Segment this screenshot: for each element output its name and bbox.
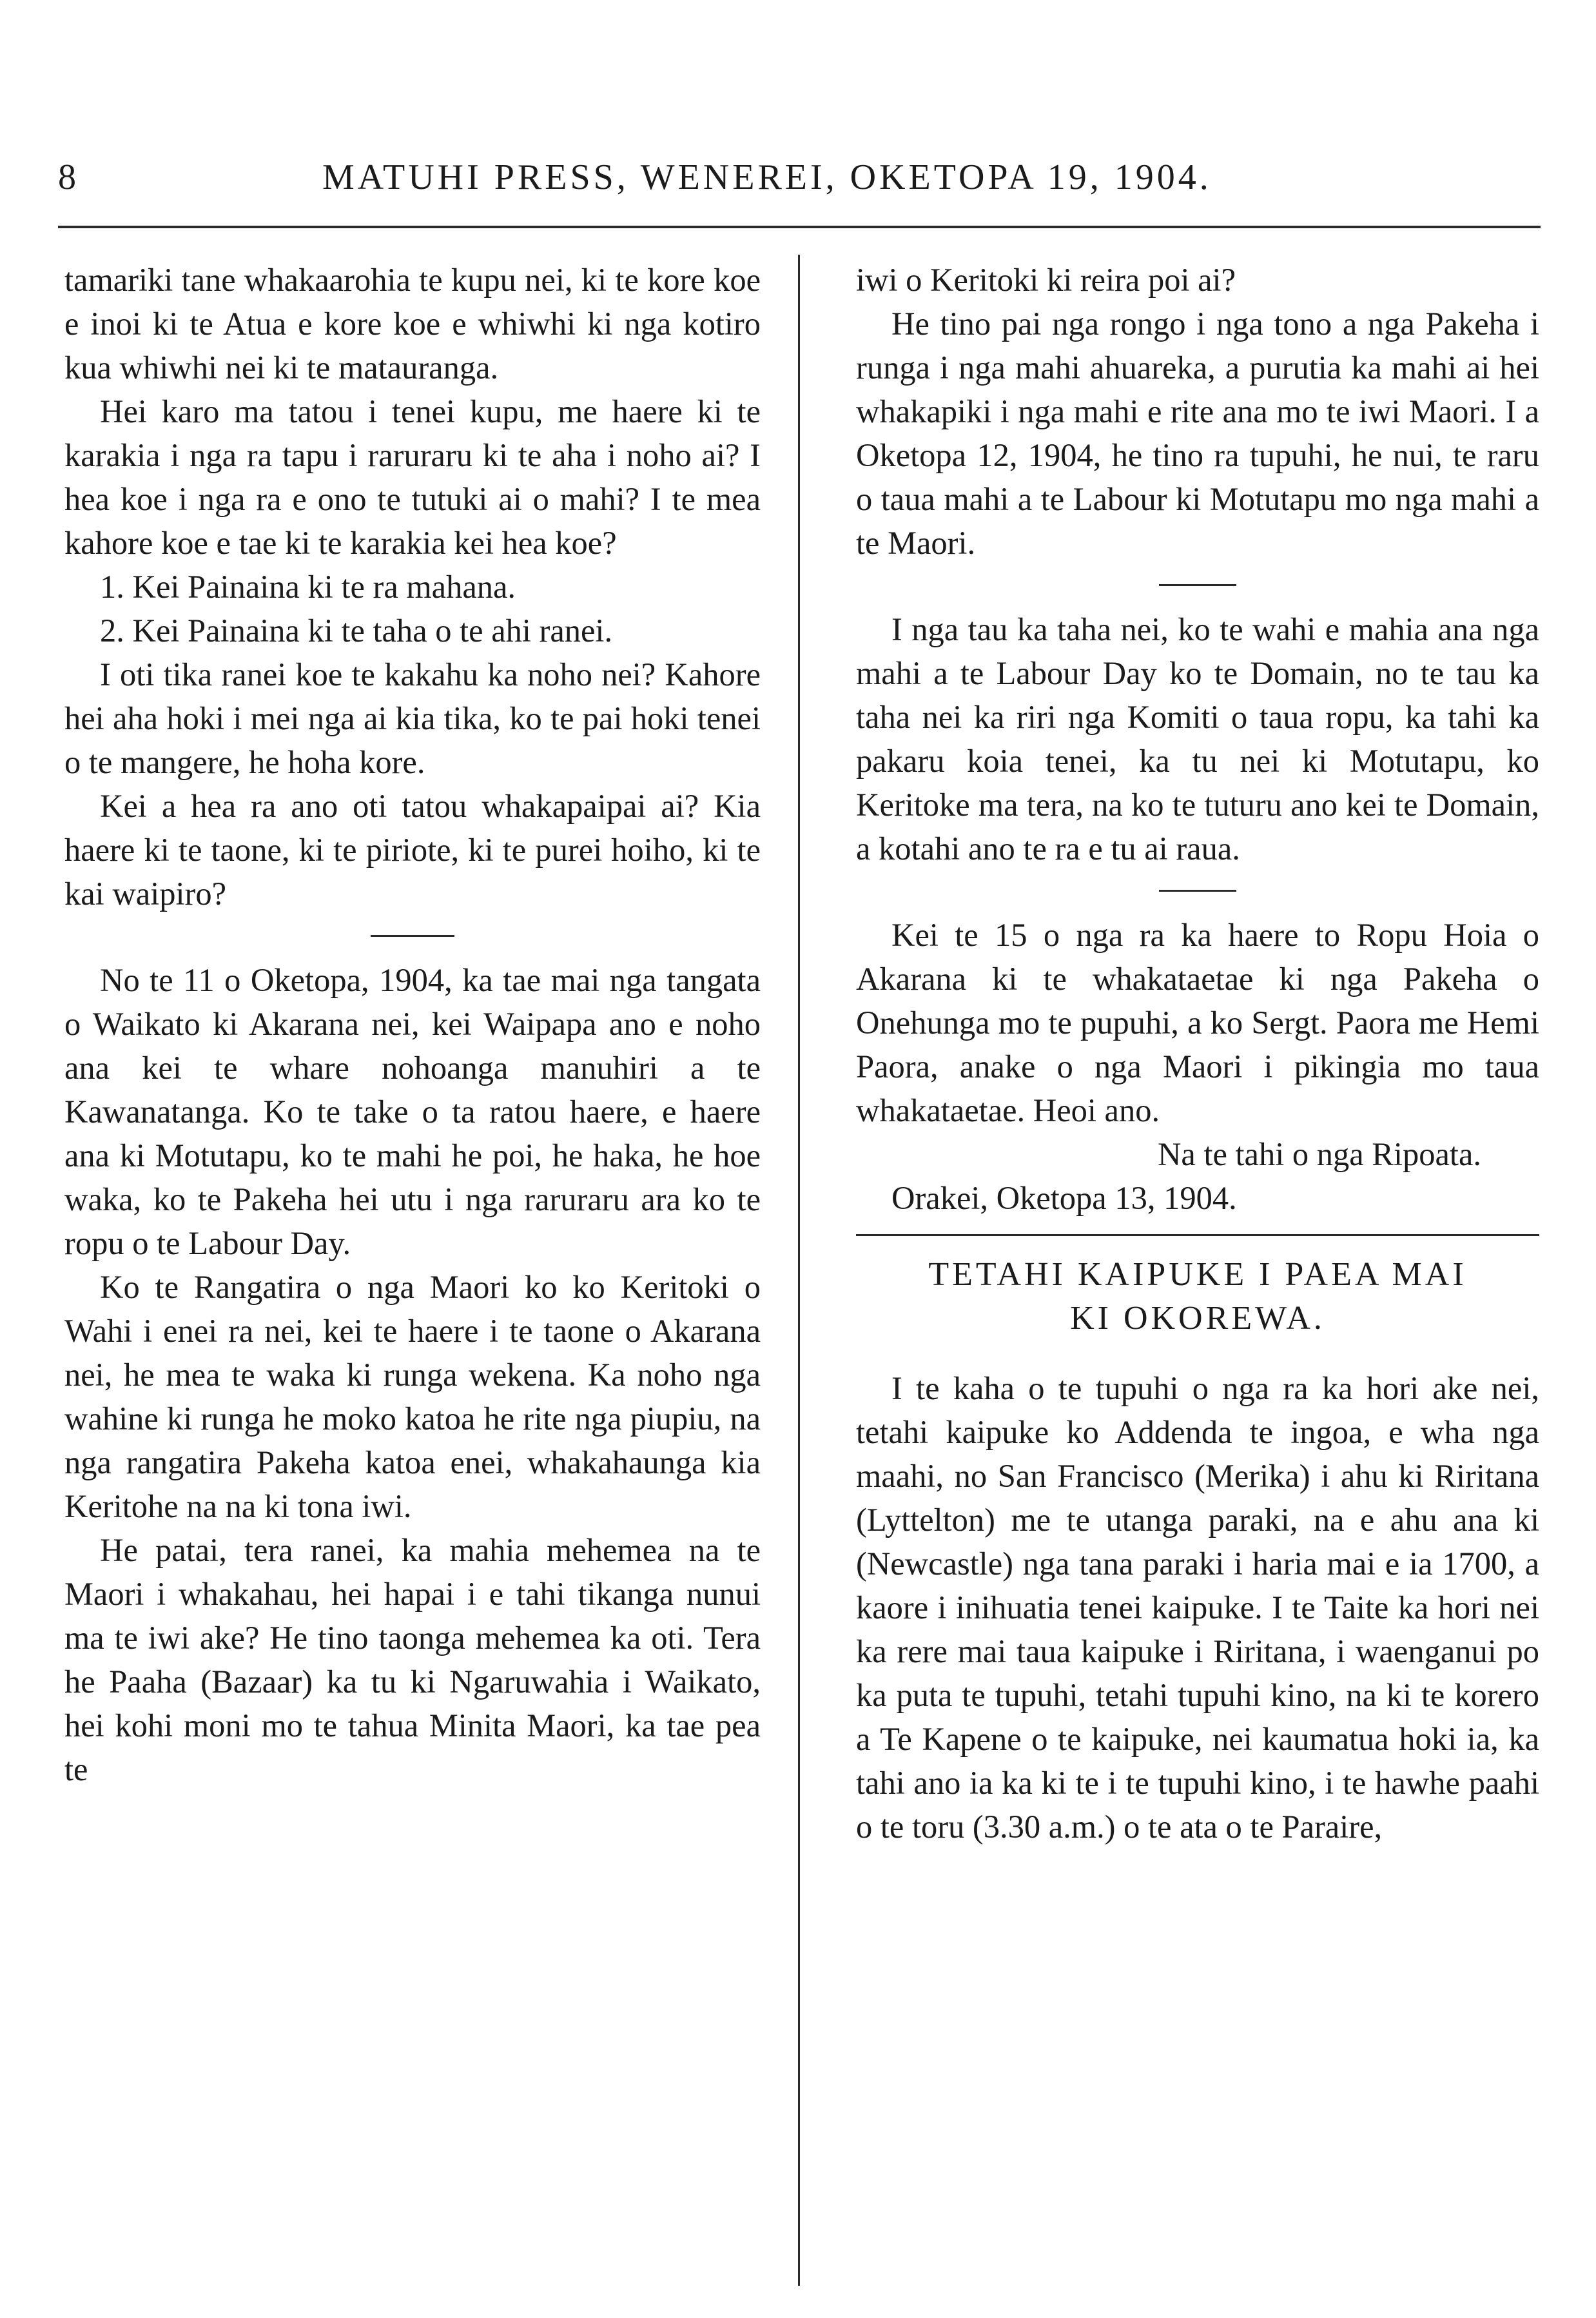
paragraph: tamariki tane whakaarohia te kupu nei, ki te kore koe e inoi ki te Atua e kore koe e whiwhi ki nga kotiro kua whiwhi nei ki te matauranga. <box>64 262 761 386</box>
masthead-title: MATUHI PRESS, WENEREI, OKETOPA 19, 1904. <box>322 157 1212 197</box>
page-header <box>58 152 1541 203</box>
paragraph: I oti tika ranei koe te kakahu ka noho nei? Kahore hei aha hoki i mei nga ai kia tika, ko te pai hoki tenei o te mangere, he hoha kore. <box>64 656 761 780</box>
column-divider <box>798 255 800 2286</box>
byline-signature: Na te tahi o nga Ripoata. <box>1157 1136 1481 1172</box>
paragraph: I te kaha o te tupuhi o nga ra ka hori ake nei, tetahi kaipuke ko Addenda te ingoa, e wha nga maahi, no San Francisco (Merika) i ahu ki Riritana (Lyttelton) me te utanga paraki, na e ahu ana ki (Newcastle) nga tana paraki i haria mai e ia 1700, a kaore i inihuatia tenei kaipuke. I te Taite ka hori nei ka rere mai taua kaipuke i Riritana, i waenganui po ka puta te tupuhi, tetahi tupuhi kino, na ki te korero a Te Kapene o te kaipuke, nei kaumatua hoki ia, ka tahi ano ia ka ki te i te tupuhi kino, i te hawhe paahi o te toru (3.30 a.m.) o te ata o te Paraire, <box>856 1370 1539 1845</box>
paragraph: No te 11 o Oketopa, 1904, ka tae mai nga tangata o Waikato ki Akarana nei, kei Waipapa ano e noho ana kei te whare nohoanga manuhiri a te Kawanatanga. Ko te take o ta ratou haere, e haere ana ki Motutapu, ko te mahi he poi, he haka, he hoe waka, ko te Pakeha hei utu i nga raruraru ara ko te ropu o te Labour Day. <box>64 962 761 1261</box>
list-item: 2. Kei Painaina ki te taha o te ahi ranei. <box>100 613 613 649</box>
dateline: Orakei, Oketopa 13, 1904. <box>891 1180 1237 1216</box>
page-number: 8 <box>58 157 76 197</box>
paragraph: iwi o Keritoki ki reira poi ai? <box>856 262 1236 298</box>
paragraph: I nga tau ka taha nei, ko te wahi e mahia ana nga mahi a te Labour Day ko te Domain, no te tau ka taha nei ka riri nga Komiti o taua ropu, ka tahi ka pakaru koia tenei, ka tu nei ki Motutapu, ko Keritoke ma tera, na ko te tuturu ano kei te Domain, a kotahi ano te ra e tu ai raua. <box>856 611 1539 867</box>
headline-line: KI OKOREWA. <box>1070 1300 1325 1337</box>
article-rule <box>856 1234 1539 1236</box>
left-column <box>64 258 761 1791</box>
paragraph: Hei karo ma tatou i tenei kupu, me haere ki te karakia i nga ra tapu i raruraru ki te aha i noho ai? I hea koe i nga ra e ono te tutuki ai o mahi? I te mea kahore koe e tae ki te karakia kei hea koe? <box>64 393 761 561</box>
article-headline <box>856 1253 1539 1341</box>
right-column <box>856 258 1539 1849</box>
paragraph: He tino pai nga rongo i nga tono a nga Pakeha i runga i nga mahi ahuareka, a purutia ka mahi ai hei whakapiki i nga mahi e rite ana mo te iwi Maori. I a Oketopa 12, 1904, he tino ra tupuhi, he nui, te raru o taua mahi a te Labour ki Motutapu mo nga mahi a te Maori. <box>856 306 1539 561</box>
list-item: 1. Kei Painaina ki te ra mahana. <box>100 569 516 605</box>
paragraph: Ko te Rangatira o nga Maori ko ko Keritoki o Wahi i enei ra nei, kei te haere i te taone o Akarana nei, he mea te waka ki runga wekena. Ka noho nga wahine ki runga he moko katoa he rite nga piupiu, na nga rangatira Pakeha katoa enei, whakahaunga kia Keritohe na na ki tona iwi. <box>64 1269 761 1524</box>
paragraph: Kei te 15 o nga ra ka haere to Ropu Hoia o Akarana ki te whakataetae ki nga Pakeha o Onehunga mo te pupuhi, a ko Sergt. Paora me Hemi Paora, anake o nga Maori i pikingia mo taua whakataetae. Heoi ano. <box>856 917 1539 1128</box>
paragraph: Kei a hea ra ano oti tatou whakapaipai ai? Kia haere ki te taone, ki te piriote, ki te purei hoiho, ki te kai waipiro? <box>64 788 761 912</box>
paragraph: He patai, tera ranei, ka mahia mehemea na te Maori i whakahau, hei hapai i e tahi tikanga nunui ma te iwi ake? He tino taonga mehemea ka oti. Tera he Paaha (Bazaar) ka tu ki Ngaruwahia i Waikato, hei kohi moni mo te tahua Minita Maori, ka tae pea te <box>64 1532 761 1787</box>
headline-line: TETAHI KAIPUKE I PAEA MAI <box>928 1256 1467 1293</box>
header-rule <box>58 226 1541 228</box>
section-separator <box>1159 584 1236 586</box>
section-separator <box>371 935 454 937</box>
section-separator <box>1159 890 1236 892</box>
